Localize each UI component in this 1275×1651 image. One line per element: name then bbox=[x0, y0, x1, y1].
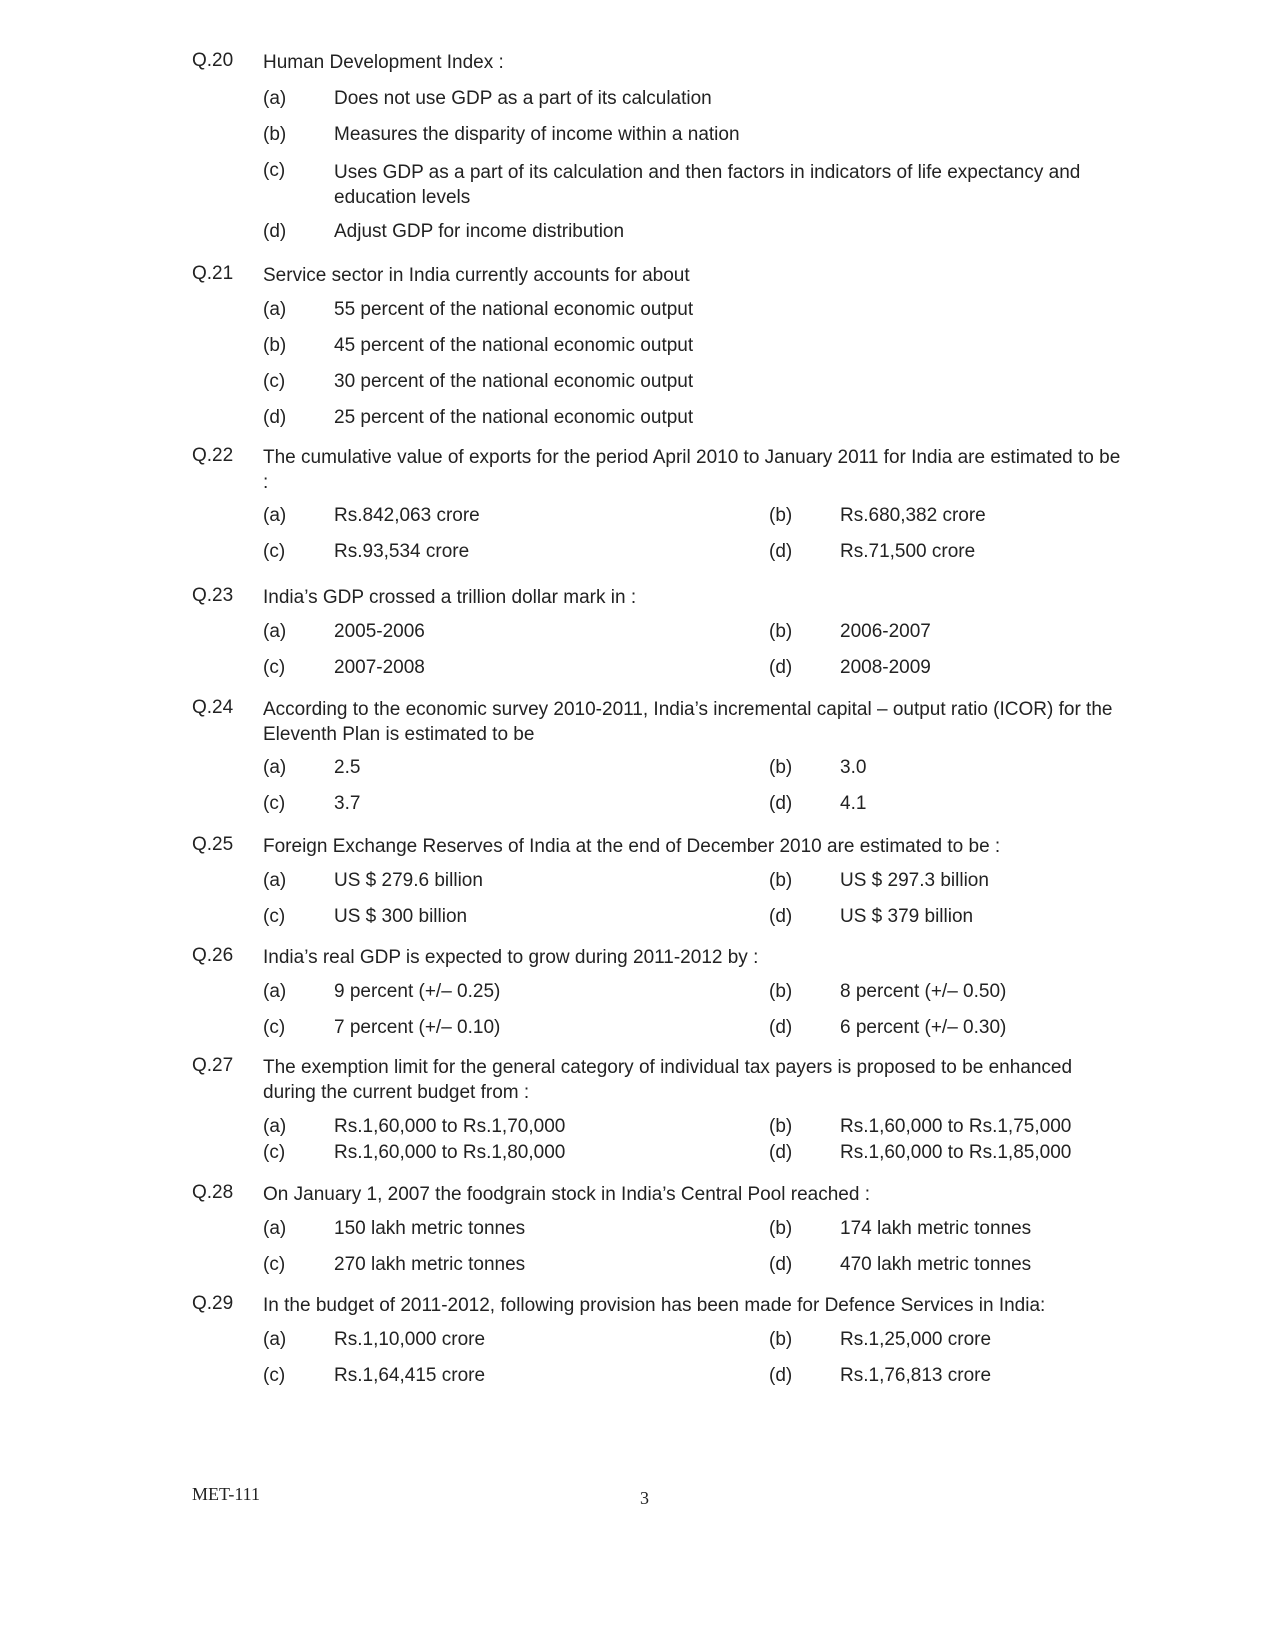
question-number: Q.24 bbox=[192, 697, 234, 718]
option-label: (a) bbox=[263, 981, 287, 1002]
option-label: (a) bbox=[263, 757, 287, 778]
option-text: Rs.1,64,415 crore bbox=[334, 1365, 486, 1386]
question-text: On January 1, 2007 the foodgrain stock in India’s Central Pool reached : bbox=[263, 1184, 870, 1205]
option-text: Rs.1,10,000 crore bbox=[334, 1329, 486, 1350]
option-label: (c) bbox=[263, 1142, 286, 1163]
option-text: Uses GDP as a part of its calculation and then factors in indicators of life expectancy and education levels bbox=[334, 162, 1081, 208]
option-label: (a) bbox=[263, 299, 287, 320]
option-text: Measures the disparity of income within a nation bbox=[334, 124, 740, 145]
option-label: (b) bbox=[769, 981, 793, 1002]
option-text: 174 lakh metric tonnes bbox=[840, 1218, 1032, 1239]
paper-code: MET-111 bbox=[192, 1484, 261, 1504]
option-label: (c) bbox=[263, 657, 286, 678]
option-label: (d) bbox=[769, 1017, 793, 1038]
question-number: Q.22 bbox=[192, 445, 234, 466]
question-text: The exemption limit for the general category of individual tax payers is proposed to be enhanced during the current budget from : bbox=[263, 1057, 1073, 1103]
option-label: (a) bbox=[263, 1329, 287, 1350]
question-text: In the budget of 2011-2012, following provision has been made for Defence Services in India: bbox=[263, 1295, 1046, 1316]
option-text: US $ 379 billion bbox=[840, 906, 974, 927]
option-text: Does not use GDP as a part of its calculation bbox=[334, 88, 712, 109]
question-number: Q.21 bbox=[192, 263, 234, 284]
option-text: 2006-2007 bbox=[840, 621, 931, 642]
option-text: Rs.680,382 crore bbox=[840, 505, 986, 526]
question-number: Q.29 bbox=[192, 1293, 234, 1314]
question-number: Q.26 bbox=[192, 945, 234, 966]
question-number: Q.27 bbox=[192, 1055, 234, 1076]
option-text: US $ 300 billion bbox=[334, 906, 468, 927]
option-text: Rs.71,500 crore bbox=[840, 541, 976, 562]
option-text: 2005-2006 bbox=[334, 621, 425, 642]
option-label: (c) bbox=[263, 160, 286, 181]
option-text: 8 percent (+/– 0.50) bbox=[840, 981, 1007, 1002]
question-text: According to the economic survey 2010-2011, India’s incremental capital – output ratio (ICOR) for the Eleventh Plan is estimated to be bbox=[263, 699, 1113, 745]
option-text: 4.1 bbox=[840, 793, 867, 814]
option-text: Rs.1,25,000 crore bbox=[840, 1329, 992, 1350]
option-text: 2.5 bbox=[334, 757, 361, 778]
option-label: (c) bbox=[263, 1254, 286, 1275]
question-text: Service sector in India currently accounts for about bbox=[263, 265, 690, 286]
option-text: Adjust GDP for income distribution bbox=[334, 221, 625, 242]
option-text: US $ 279.6 billion bbox=[334, 870, 483, 891]
option-label: (c) bbox=[263, 371, 286, 392]
option-label: (d) bbox=[769, 906, 793, 927]
option-text: 470 lakh metric tonnes bbox=[840, 1254, 1032, 1275]
option-text: Rs.1,60,000 to Rs.1,80,000 bbox=[334, 1142, 566, 1163]
option-label: (d) bbox=[769, 1365, 793, 1386]
question-text: India’s real GDP is expected to grow during 2011-2012 by : bbox=[263, 947, 759, 968]
option-text: 45 percent of the national economic output bbox=[334, 335, 694, 356]
option-text: US $ 297.3 billion bbox=[840, 870, 989, 891]
option-label: (b) bbox=[769, 621, 793, 642]
option-label: (b) bbox=[769, 505, 793, 526]
option-label: (b) bbox=[263, 335, 287, 356]
option-text: Rs.1,76,813 crore bbox=[840, 1365, 992, 1386]
option-label: (a) bbox=[263, 870, 287, 891]
option-text: Rs.93,534 crore bbox=[334, 541, 470, 562]
option-text: 30 percent of the national economic output bbox=[334, 371, 694, 392]
question-text: Human Development Index : bbox=[263, 52, 504, 73]
option-label: (d) bbox=[769, 541, 793, 562]
option-label: (b) bbox=[769, 870, 793, 891]
option-label: (c) bbox=[263, 793, 286, 814]
option-text: 7 percent (+/– 0.10) bbox=[334, 1017, 501, 1038]
option-text: 25 percent of the national economic output bbox=[334, 407, 694, 428]
option-label: (b) bbox=[769, 1329, 793, 1350]
option-text: 3.0 bbox=[840, 757, 867, 778]
option-label: (a) bbox=[263, 505, 287, 526]
option-text: 2007-2008 bbox=[334, 657, 425, 678]
option-label: (b) bbox=[769, 757, 793, 778]
option-label: (b) bbox=[769, 1116, 793, 1137]
option-text: 55 percent of the national economic output bbox=[334, 299, 694, 320]
option-label: (d) bbox=[769, 793, 793, 814]
option-label: (c) bbox=[263, 1365, 286, 1386]
question-number: Q.28 bbox=[192, 1182, 234, 1203]
question-number: Q.25 bbox=[192, 834, 234, 855]
page-number: 3 bbox=[640, 1488, 649, 1508]
option-label: (c) bbox=[263, 1017, 286, 1038]
option-label: (c) bbox=[263, 541, 286, 562]
option-label: (b) bbox=[263, 124, 287, 145]
option-label: (b) bbox=[769, 1218, 793, 1239]
option-text: 6 percent (+/– 0.30) bbox=[840, 1017, 1007, 1038]
question-number: Q.23 bbox=[192, 585, 234, 606]
question-text: The cumulative value of exports for the period April 2010 to January 2011 for India are estimated to be : bbox=[263, 447, 1121, 493]
option-text: Rs.1,60,000 to Rs.1,75,000 bbox=[840, 1116, 1072, 1137]
option-text: 3.7 bbox=[334, 793, 361, 814]
question-text: Foreign Exchange Reserves of India at the end of December 2010 are estimated to be : bbox=[263, 836, 1001, 857]
question-number: Q.20 bbox=[192, 50, 234, 71]
option-label: (d) bbox=[769, 657, 793, 678]
option-label: (c) bbox=[263, 906, 286, 927]
option-text: 9 percent (+/– 0.25) bbox=[334, 981, 501, 1002]
option-label: (a) bbox=[263, 1116, 287, 1137]
option-text: Rs.1,60,000 to Rs.1,85,000 bbox=[840, 1142, 1072, 1163]
option-label: (d) bbox=[263, 221, 287, 242]
option-label: (d) bbox=[263, 407, 287, 428]
option-label: (d) bbox=[769, 1142, 793, 1163]
option-label: (a) bbox=[263, 1218, 287, 1239]
option-text: 150 lakh metric tonnes bbox=[334, 1218, 526, 1239]
question-text: India’s GDP crossed a trillion dollar mark in : bbox=[263, 587, 637, 608]
option-label: (d) bbox=[769, 1254, 793, 1275]
option-text: Rs.842,063 crore bbox=[334, 505, 480, 526]
option-text: Rs.1,60,000 to Rs.1,70,000 bbox=[334, 1116, 566, 1137]
option-label: (a) bbox=[263, 88, 287, 109]
option-label: (a) bbox=[263, 621, 287, 642]
option-text: 2008-2009 bbox=[840, 657, 931, 678]
option-text: 270 lakh metric tonnes bbox=[334, 1254, 526, 1275]
